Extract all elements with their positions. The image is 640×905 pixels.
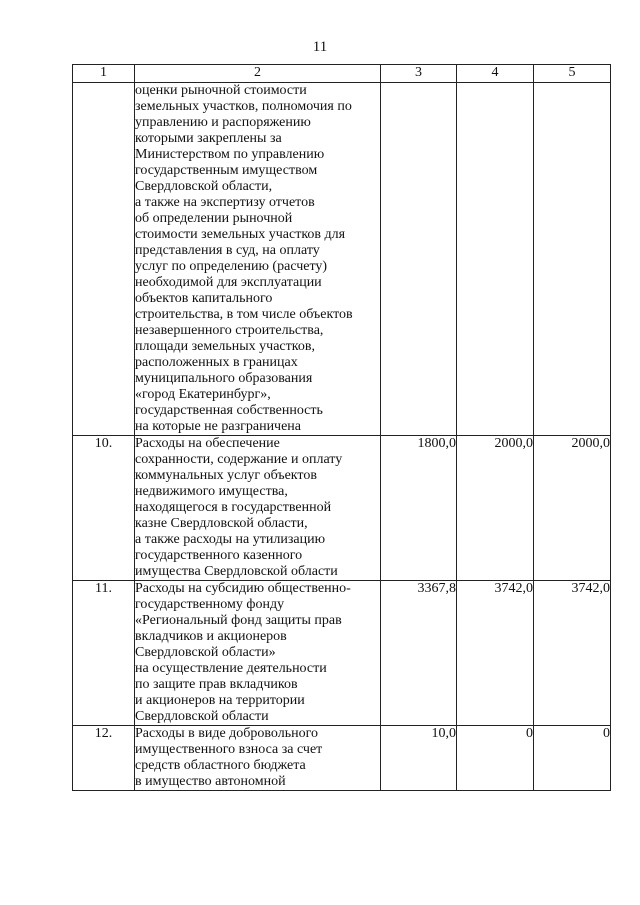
- amount-column-4: 3742,0: [457, 581, 534, 726]
- column-number-row: [73, 65, 611, 83]
- amount-column-3: 10,0: [381, 726, 457, 791]
- table-row: [73, 436, 611, 581]
- description-line: на которые не разграничена: [135, 419, 302, 434]
- amount-column-3: [381, 83, 457, 436]
- description-line: Свердловской области»: [135, 645, 276, 660]
- description-line: объектов капитального: [135, 291, 273, 306]
- column-number-3: 3: [381, 65, 457, 83]
- description-line: муниципального образования: [135, 371, 313, 386]
- row-description: [135, 436, 381, 581]
- description-line: находящегося в государственной: [135, 500, 332, 515]
- amount-column-4: 2000,0: [457, 436, 534, 581]
- amount-column-3: 1800,0: [381, 436, 457, 581]
- table-row: [73, 83, 611, 436]
- amount-column-4: [457, 83, 534, 436]
- amount-column-5: 0: [534, 726, 611, 791]
- description-line: в имущество автономной: [135, 774, 286, 789]
- amount-column-5: 2000,0: [534, 436, 611, 581]
- column-number-2: 2: [135, 65, 381, 83]
- description-line: которыми закреплены за: [135, 131, 282, 146]
- description-line: Свердловской области,: [135, 179, 273, 194]
- column-number-4: 4: [457, 65, 534, 83]
- row-description: [135, 83, 381, 436]
- description-line: имущественного взноса за счет: [135, 742, 323, 757]
- column-number-1: 1: [73, 65, 135, 83]
- column-number-5: 5: [534, 65, 611, 83]
- description-line: об определении рыночной: [135, 211, 293, 226]
- description-line: услуг по определению (расчету): [135, 259, 328, 274]
- description-line: государственным имуществом: [135, 163, 318, 178]
- description-line: сохранности, содержание и оплату: [135, 452, 343, 467]
- amount-column-4: 0: [457, 726, 534, 791]
- description-line: Расходы на субсидию общественно-: [135, 581, 351, 596]
- row-description: [135, 726, 381, 791]
- row-number: 11.: [73, 581, 135, 726]
- description-line: средств областного бюджета: [135, 758, 306, 773]
- description-line: Свердловской области: [135, 709, 269, 724]
- description-line: а также на экспертизу отчетов: [135, 195, 315, 210]
- description-line: земельных участков, полномочия по: [135, 99, 352, 114]
- description-line: управлению и распоряжению: [135, 115, 311, 130]
- description-line: коммунальных услуг объектов: [135, 468, 317, 483]
- description-line: строительства, в том числе объектов: [135, 307, 353, 322]
- description-line: стоимости земельных участков для: [135, 227, 346, 242]
- amount-column-5: 3742,0: [534, 581, 611, 726]
- description-line: расположенных в границах: [135, 355, 298, 370]
- description-line: «город Екатеринбург»,: [135, 387, 271, 402]
- description-line: государственного казенного: [135, 548, 303, 563]
- description-line: казне Свердловской области,: [135, 516, 308, 531]
- description-line: «Региональный фонд защиты прав: [135, 613, 342, 628]
- description-line: Расходы на обеспечение: [135, 436, 280, 451]
- description-line: площади земельных участков,: [135, 339, 315, 354]
- description-line: незавершенного строительства,: [135, 323, 324, 338]
- description-line: по защите прав вкладчиков: [135, 677, 298, 692]
- description-line: оценки рыночной стоимости: [135, 83, 307, 98]
- description-line: имущества Свердловской области: [135, 564, 338, 579]
- description-line: Расходы в виде добровольного: [135, 726, 319, 741]
- page-number: 11: [312, 39, 328, 55]
- description-line: государственному фонду: [135, 597, 285, 612]
- description-line: Министерством по управлению: [135, 147, 325, 162]
- amount-column-3: 3367,8: [381, 581, 457, 726]
- description-line: недвижимого имущества,: [135, 484, 288, 499]
- row-number: 10.: [73, 436, 135, 581]
- table-row: [73, 581, 611, 726]
- row-number: [73, 83, 135, 436]
- table-body: [73, 83, 611, 791]
- description-line: вкладчиков и акционеров: [135, 629, 287, 644]
- description-line: представления в суд, на оплату: [135, 243, 320, 258]
- row-number: 12.: [73, 726, 135, 791]
- description-line: и акционеров на территории: [135, 693, 305, 708]
- amount-column-5: [534, 83, 611, 436]
- description-line: государственная собственность: [135, 403, 323, 418]
- table-row: [73, 726, 611, 791]
- description-line: необходимой для эксплуатации: [135, 275, 322, 290]
- description-line: а также расходы на утилизацию: [135, 532, 326, 547]
- budget-table: [72, 64, 611, 791]
- row-description: [135, 581, 381, 726]
- description-line: на осуществление деятельности: [135, 661, 327, 676]
